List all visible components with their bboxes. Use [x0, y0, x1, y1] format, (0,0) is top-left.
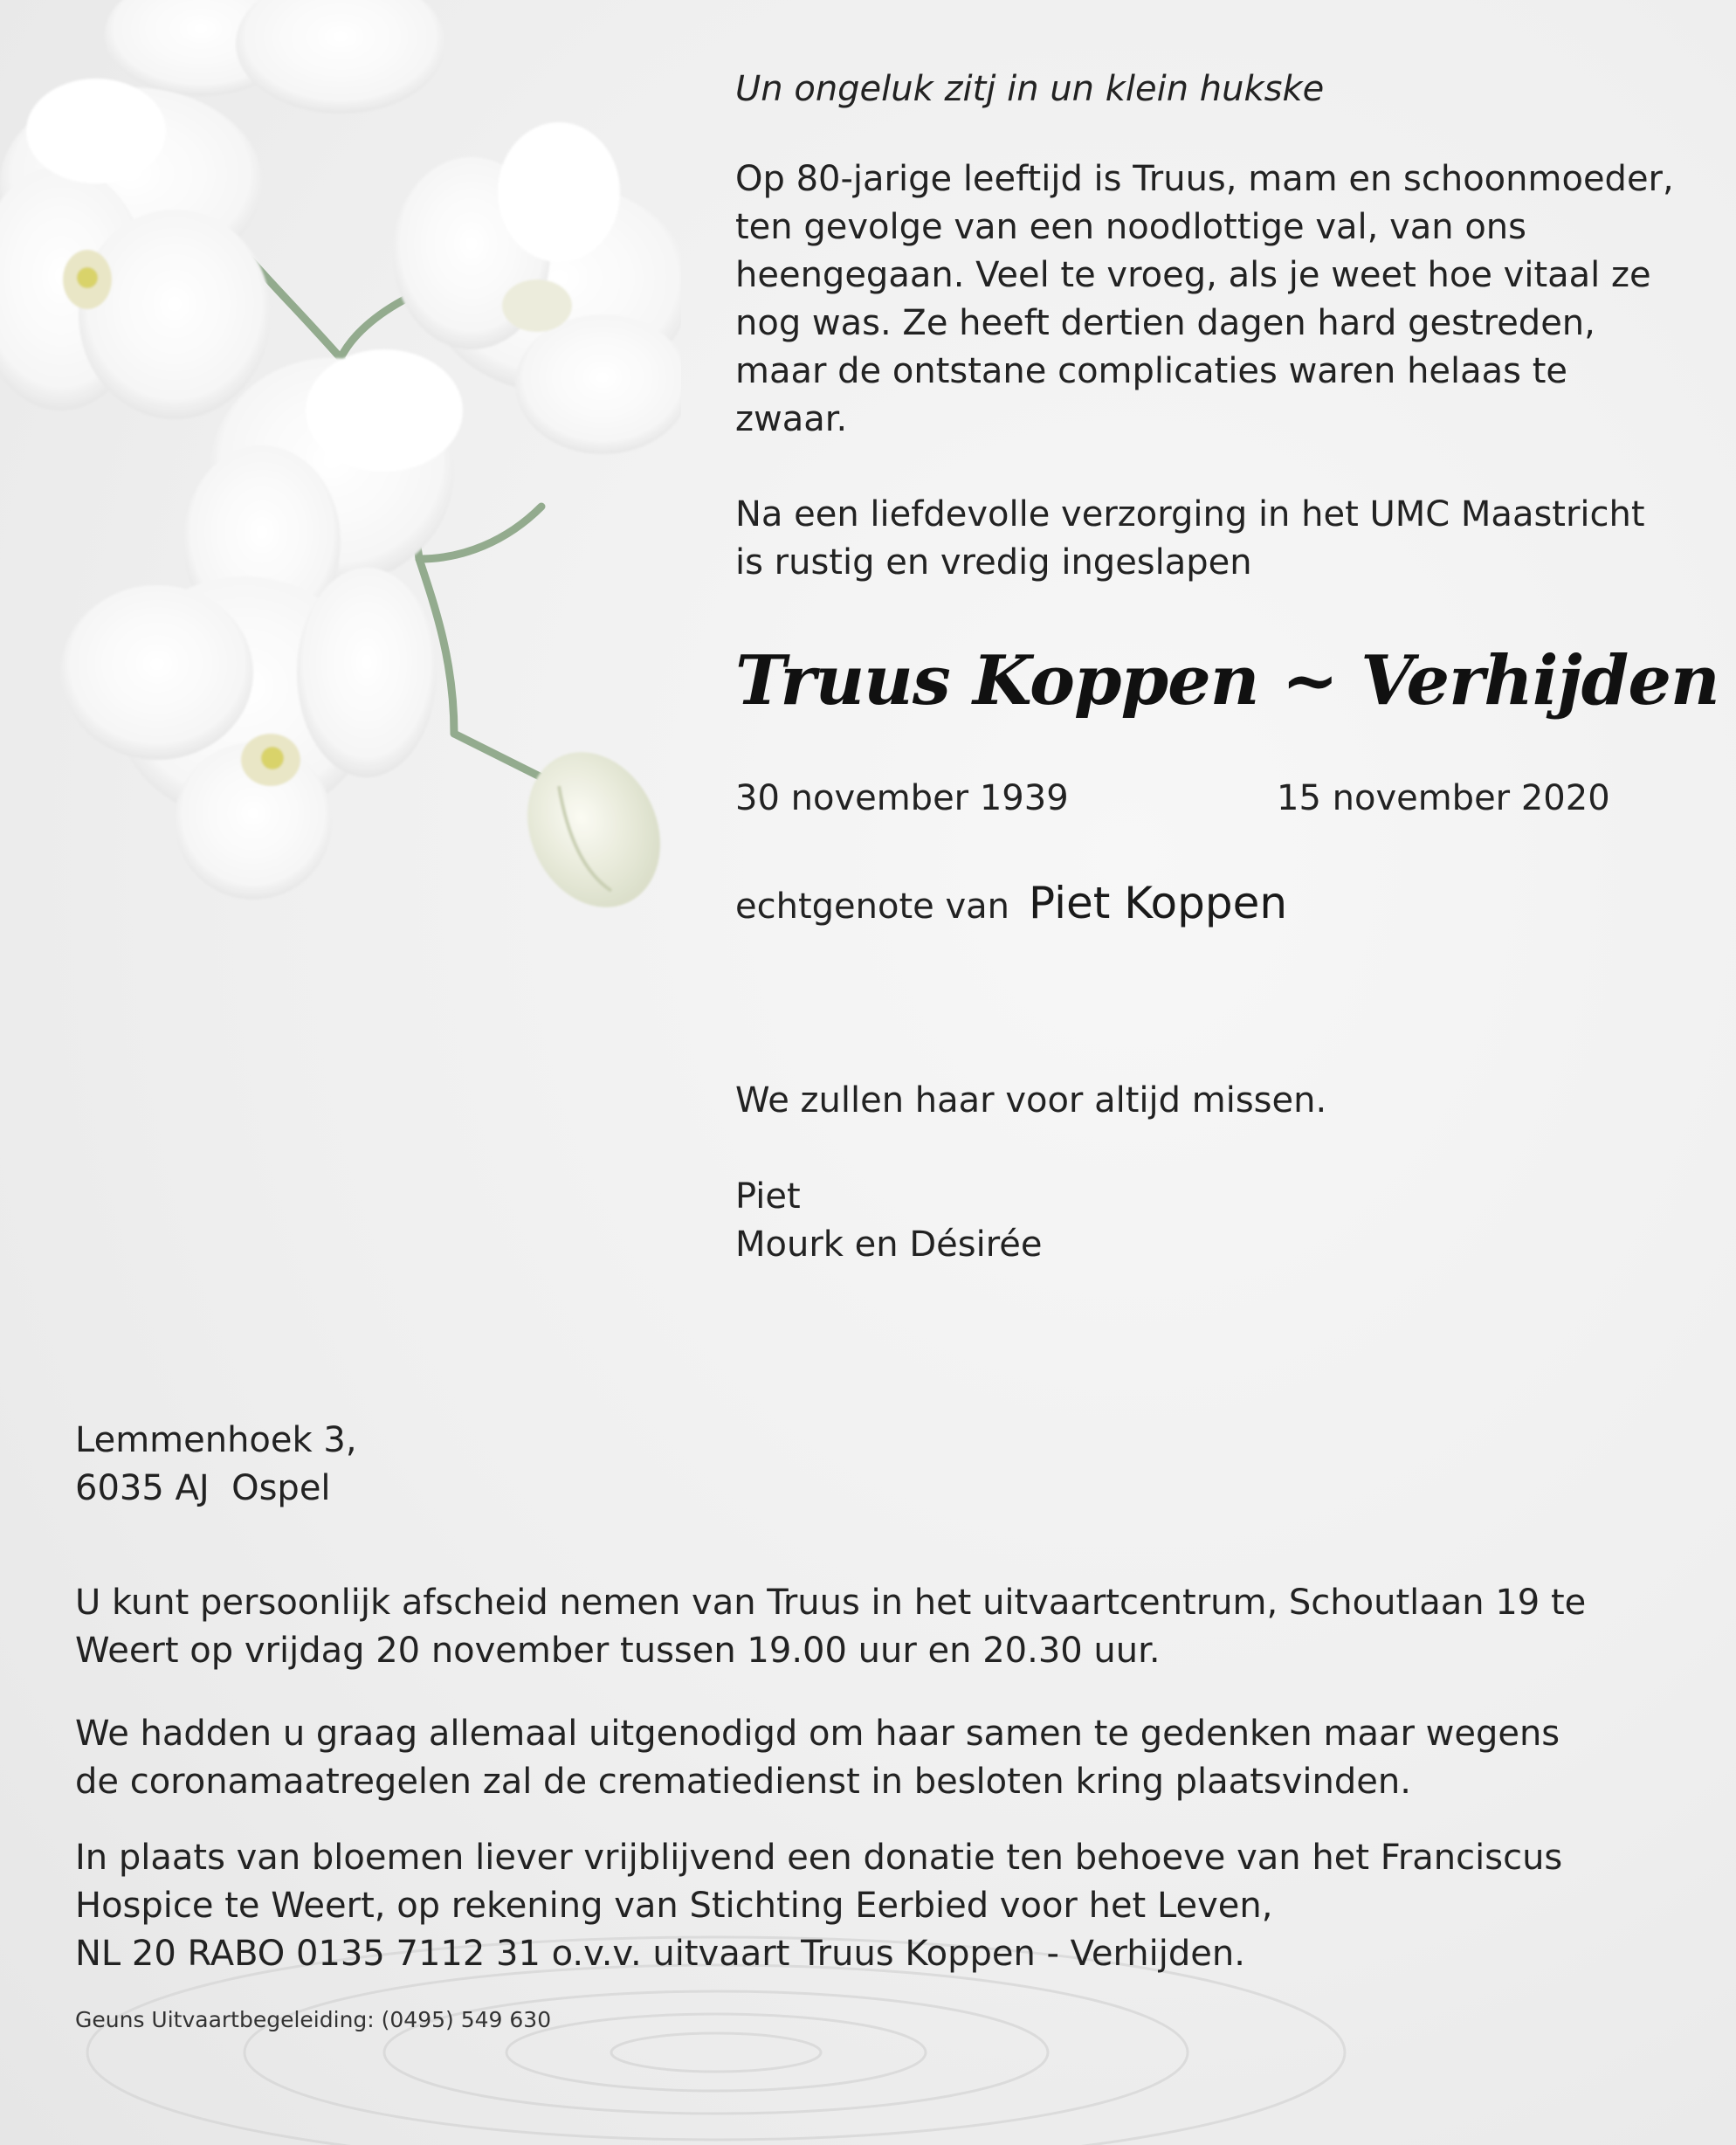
care-paragraph: Na een liefdevolle verzorging in het UMC Maastricht is rustig en vredig ingeslapen — [735, 494, 1645, 583]
deceased-name: Truus Koppen ~ Verhijden — [735, 641, 1719, 721]
funeral-director-footer: Geuns Uitvaartbegeleiding: (0495) 549 630 — [75, 2007, 552, 2032]
orchid-flowers-image — [0, 0, 681, 926]
death-date: 15 november 2020 — [1277, 778, 1610, 818]
donation-paragraph: In plaats van bloemen liever vrijblijvend een donatie ten behoeve van het Franciscus Hospice te Weert, op rekening van Stichting Eerbied voor het Leven, NL 20 RABO 0135 7112 31 o.v.v. uitvaart Truus Koppen - Verhijden. — [75, 1838, 1563, 1974]
spouse-line — [735, 878, 1287, 928]
spouse-label: echtgenote van — [735, 886, 1010, 927]
missing-line: We zullen haar voor altijd missen. — [735, 1080, 1327, 1121]
motto: Un ongeluk zitj in un klein hukske — [735, 69, 1325, 109]
address: Lemmenhoek 3, 6035 AJ Ospel — [75, 1420, 357, 1508]
visit-paragraph: U kunt persoonlijk afscheid nemen van Truus in het uitvaartcentrum, Schoutlaan 19 te Weert op vrijdag 20 november tussen 19.00 uur en 20.30 uur. — [75, 1583, 1587, 1671]
service-paragraph: We hadden u graag allemaal uitgenodigd om haar samen te gedenken maar wegens de coronamaatregelen zal de crematiedienst in besloten kring plaatsvinden. — [75, 1714, 1560, 1802]
signatories: Piet Mourk en Désirée — [735, 1176, 1043, 1265]
intro-paragraph: Op 80-jarige leeftijd is Truus, mam en schoonmoeder, ten gevolge van een noodlottige val, van ons heengegaan. Veel te vroeg, als je weet hoe vitaal ze nog was. Ze heeft dertien dagen hard gestreden, maar de ontstane complicaties waren helaas te zwaar. — [735, 159, 1674, 439]
spouse-name: Piet Koppen — [1029, 878, 1288, 928]
birth-date: 30 november 1939 — [735, 778, 1069, 818]
